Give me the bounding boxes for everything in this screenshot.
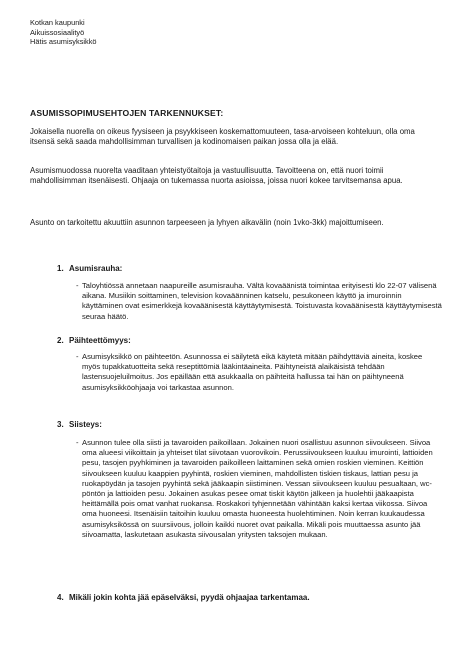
list-dash: - [76, 352, 79, 361]
intro-paragraph-2: Asumismuodossa nuorelta vaaditaan yhteistyötaitoja ja vastuullisuutta. Tavoitteena on, että nuori toimii mahdollisimman itsenäisesti. Ohjaaja on tukemassa nuorta asioissa, joissa nuori kokee tarvitsemansa apua. [30, 166, 403, 186]
list-dash: - [76, 438, 79, 447]
section-heading-siisteys [57, 420, 102, 429]
section-text: Asumisyksikkö on päihteetön. Asunnossa ei säilytetä eikä käytetä mitään päihdyttäviä aineita, koskee myös tupakkatuotteita sekä reseptittömiä lääkintäaineita. Päihtyneistä alaikäisistä tehdään lastensuojeluilmoitus. Jos epäillään että asukkaalla on päihteitä hallussa tai hän on päihtyneenä asumisyksikköohjaaja voi tarkastaa asunnon. [82, 352, 423, 392]
section-body-siisteys [76, 438, 442, 540]
section-heading-asumisrauha [57, 264, 122, 273]
list-dash: - [76, 281, 79, 290]
intro-paragraph-1: Jokaisella nuorella on oikeus fyysiseen ja psyykkiseen koskemattomuuteen, tasa-arvoiseen kohteluun, olla oma itsensä sekä saada mahdollisimman turvallisen ja kodinomaisen paikan jossa olla ja elää. [30, 127, 415, 147]
document-title: ASUMISSOPIMUSEHTOJEN TARKENNUKSET: [30, 108, 224, 118]
section-number: 3. [57, 420, 64, 429]
section-text: Asunnon tulee olla siisti ja tavaroiden paikoillaan. Jokainen nuori osallistuu asunnon siivoukseen. Siivoa oma alueesi viikoittain ja yhteiset tilat siivotaan vuorovikoin. Perussiivoukseen kuuluu imurointi, lattioiden pesu, tasojen pyyhkiminen ja tavaroiden paikoilleen laittaminen sekä omien roskien vieminen. Keittiön siivoukseen kuuluu kaappien pyyhintä, roskien vieminen, mahdollisten tiskien tiskaus, lattian pesu ja ruokapöydän ja tasojen pyyhintä sekä jääkaapin siistiminen. Vessan siivoukseen kuuluu pesualtaan, wc-pöntön ja lattioiden pesu. Jokainen asukas pesee omat tiskit käytön jälkeen ja huolehtii jääkaapista heittämällä pois omat vanhat ruokansa. Roskakori tyhjennetään vähintään kaksi kertaa viikossa. Siivoa oma huoneesi. Itsenäisiin taitoihin kuuluu omasta huoneesta huolehtiminen. Noin kerran kuukaudessa asumisyksikössä on suursiivous, jolloin kaikki nuoret ovat paikalla. Mikäli pois muuttaessa asunto jää siivoamatta, laskutetaan asukasta siivousalan yritysten taksojen mukaan. [82, 438, 433, 539]
section-number: 2. [57, 336, 64, 345]
department-name: Aikuissosiaalityö [30, 27, 85, 37]
section-body-paihteettomyys [76, 352, 442, 393]
organization-name: Kotkan kaupunki [30, 18, 85, 27]
section-title: Mikäli jokin kohta jää epäselväksi, pyydä ohjaajaa tarkentamaa. [69, 593, 310, 602]
letterhead [30, 18, 97, 47]
section-title: Päihteettömyys: [69, 336, 131, 345]
section-text: Taloyhtiössä annetaan naapureille asumisrauha. Vältä kovaäänistä toimintaa erityisesti klo 22-07 välisenä aikana. Musiikin soittaminen, television kovaäänninen katselu, pesukoneen käyttö ja imuroinnin käyttäminen ovat esimerkkejä kovaäänisestä käyttäytymisestä. Toistuvasta kovaäänisestä käyttäytymisestä seuraa häätö. [82, 281, 442, 321]
section-number: 4. [57, 593, 64, 602]
section-heading-paihteettomyys [57, 336, 131, 345]
section-title: Asumisrauha: [69, 264, 123, 273]
section-body-asumisrauha [76, 281, 442, 322]
section-title: Siisteys: [69, 420, 102, 429]
unit-name: Hätis asumisyksikkö [30, 37, 97, 47]
intro-paragraph-3: Asunto on tarkoitettu akuuttiin asunnon tarpeeseen ja lyhyen aikavälin (noin 1vko-3kk) majoittumiseen. [30, 218, 384, 227]
section-number: 1. [57, 264, 64, 273]
section-heading-closing [57, 593, 310, 602]
